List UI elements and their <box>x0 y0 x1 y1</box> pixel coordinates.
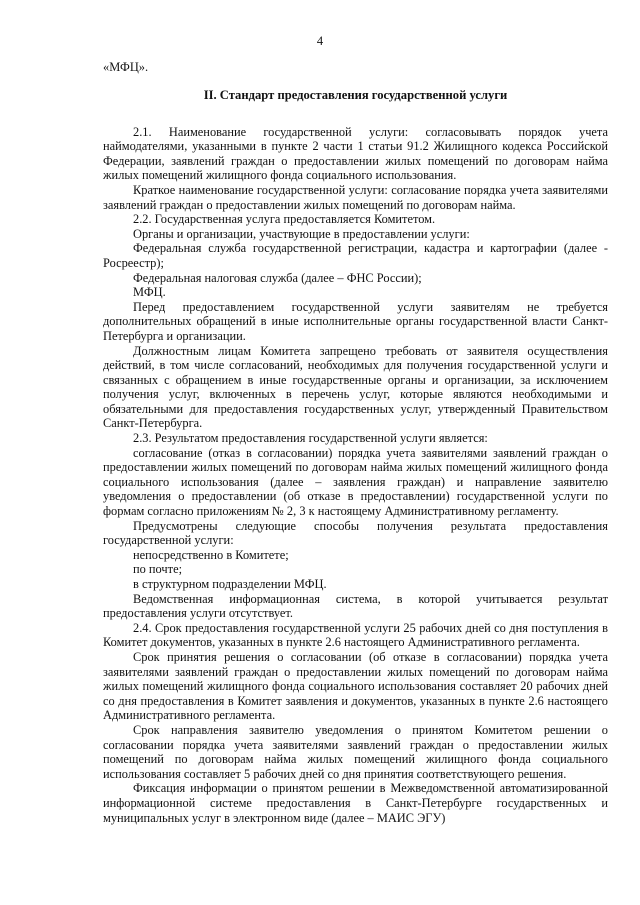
document-body <box>103 60 608 825</box>
paragraph: 2.3. Результатом предоставления государственной услуги является: <box>133 431 488 446</box>
paragraph: в структурном подразделении МФЦ. <box>133 577 327 591</box>
paragraph: Краткое наименование государственной услуги: согласование порядка учета заявителями заявлений граждан о предоставлении жилых помещений по договорам найма. <box>103 182 608 212</box>
paragraph: Предусмотрены следующие способы получения результата предоставления государственной услуги: <box>103 518 608 548</box>
section-title: II. Стандарт предоставления государственной услуги <box>203 87 508 102</box>
paragraph: Перед предоставлением государственной услуги заявителям не требуется дополнительных обращений в иные исполнительные органы государственной власти Санкт-Петербурга и организации. <box>103 299 608 343</box>
paragraph: по почте; <box>133 562 183 577</box>
paragraph: 2.4. Срок предоставления государственной услуги 25 рабочих дней со дня поступления в Комитет документов, указанных в пункте 2.6 настоящего Административного регламента. <box>103 620 608 650</box>
paragraph: Должностным лицам Комитета запрещено требовать от заявителя осуществления действий, в том числе согласований, необходимых для получения государственной услуги и связанных с обращением в иные государственные органы и организации, за исключением получения услуг, включенных в перечень услуг, которые являются необходимыми и обязательными для предоставления государственных услуг, утвержденный Правительством Санкт-Петербурга. <box>103 343 608 431</box>
paragraph: Срок принятия решения о согласовании (об отказе в согласовании) порядка учета заявителями заявлений граждан о предоставлении жилых помещений по договорам найма жилых помещений жилищного фонда социального использования составляет 20 рабочих дней со дня предоставления в Комитет заявления и документов, указанных в пункте 2.6 настоящего Административного регламента. <box>103 649 608 723</box>
paragraph: 2.1. Наименование государственной услуги: согласовывать порядок учета наймодателями, указанными в пункте 2 части 1 статьи 91.2 Жилищного кодекса Российской Федерации, заявлений граждан о предоставлении жилых помещений по договорам найма жилых помещений жилищного фонда социального использования. <box>103 124 608 183</box>
paragraph: Федеральная служба государственной регистрации, кадастра и картографии (далее - Росреестр); <box>103 241 608 270</box>
paragraph: Фиксация информации о принятом решении в Межведомственной автоматизированной информационной системе предоставления в Санкт-Петербурге государственных и муниципальных услуг в электронном виде (далее – МАИС ЭГУ) <box>103 781 608 825</box>
paragraph: Органы и организации, участвующие в предоставлении услуги: <box>133 226 470 241</box>
paragraph: Ведомственная информационная система, в которой учитывается результат предоставления услуги отсутствует. <box>103 591 608 621</box>
intro-fragment: «МФЦ». <box>103 60 149 74</box>
paragraph: Федеральная налоговая служба (далее – ФНС России); <box>133 270 422 285</box>
paragraph: 2.2. Государственная услуга предоставляется Комитетом. <box>133 212 436 227</box>
paragraph: МФЦ. <box>133 285 166 300</box>
paragraph: Срок направления заявителю уведомления о принятом Комитетом решении о согласовании порядка учета заявителями заявлений граждан о предоставлении жилых помещений по договорам найма жилых помещений жилищного фонда социального использования составляет 5 рабочих дней со дня принятия соответствующего решения. <box>103 722 608 781</box>
paragraph: согласование (отказ в согласовании) порядка учета заявителями заявлений граждан о предоставлении жилых помещений по договорам найма жилых помещений жилищного фонда социального использования (далее – заявления граждан) и направление заявителю уведомления о предоставлении (об отказе в предоставлении) государственной услуги по формам согласно приложениям № 2, 3 к настоящему Административному регламенту. <box>103 445 608 519</box>
paragraph: непосредственно в Комитете; <box>133 547 289 562</box>
page-number: 4 <box>316 34 324 48</box>
